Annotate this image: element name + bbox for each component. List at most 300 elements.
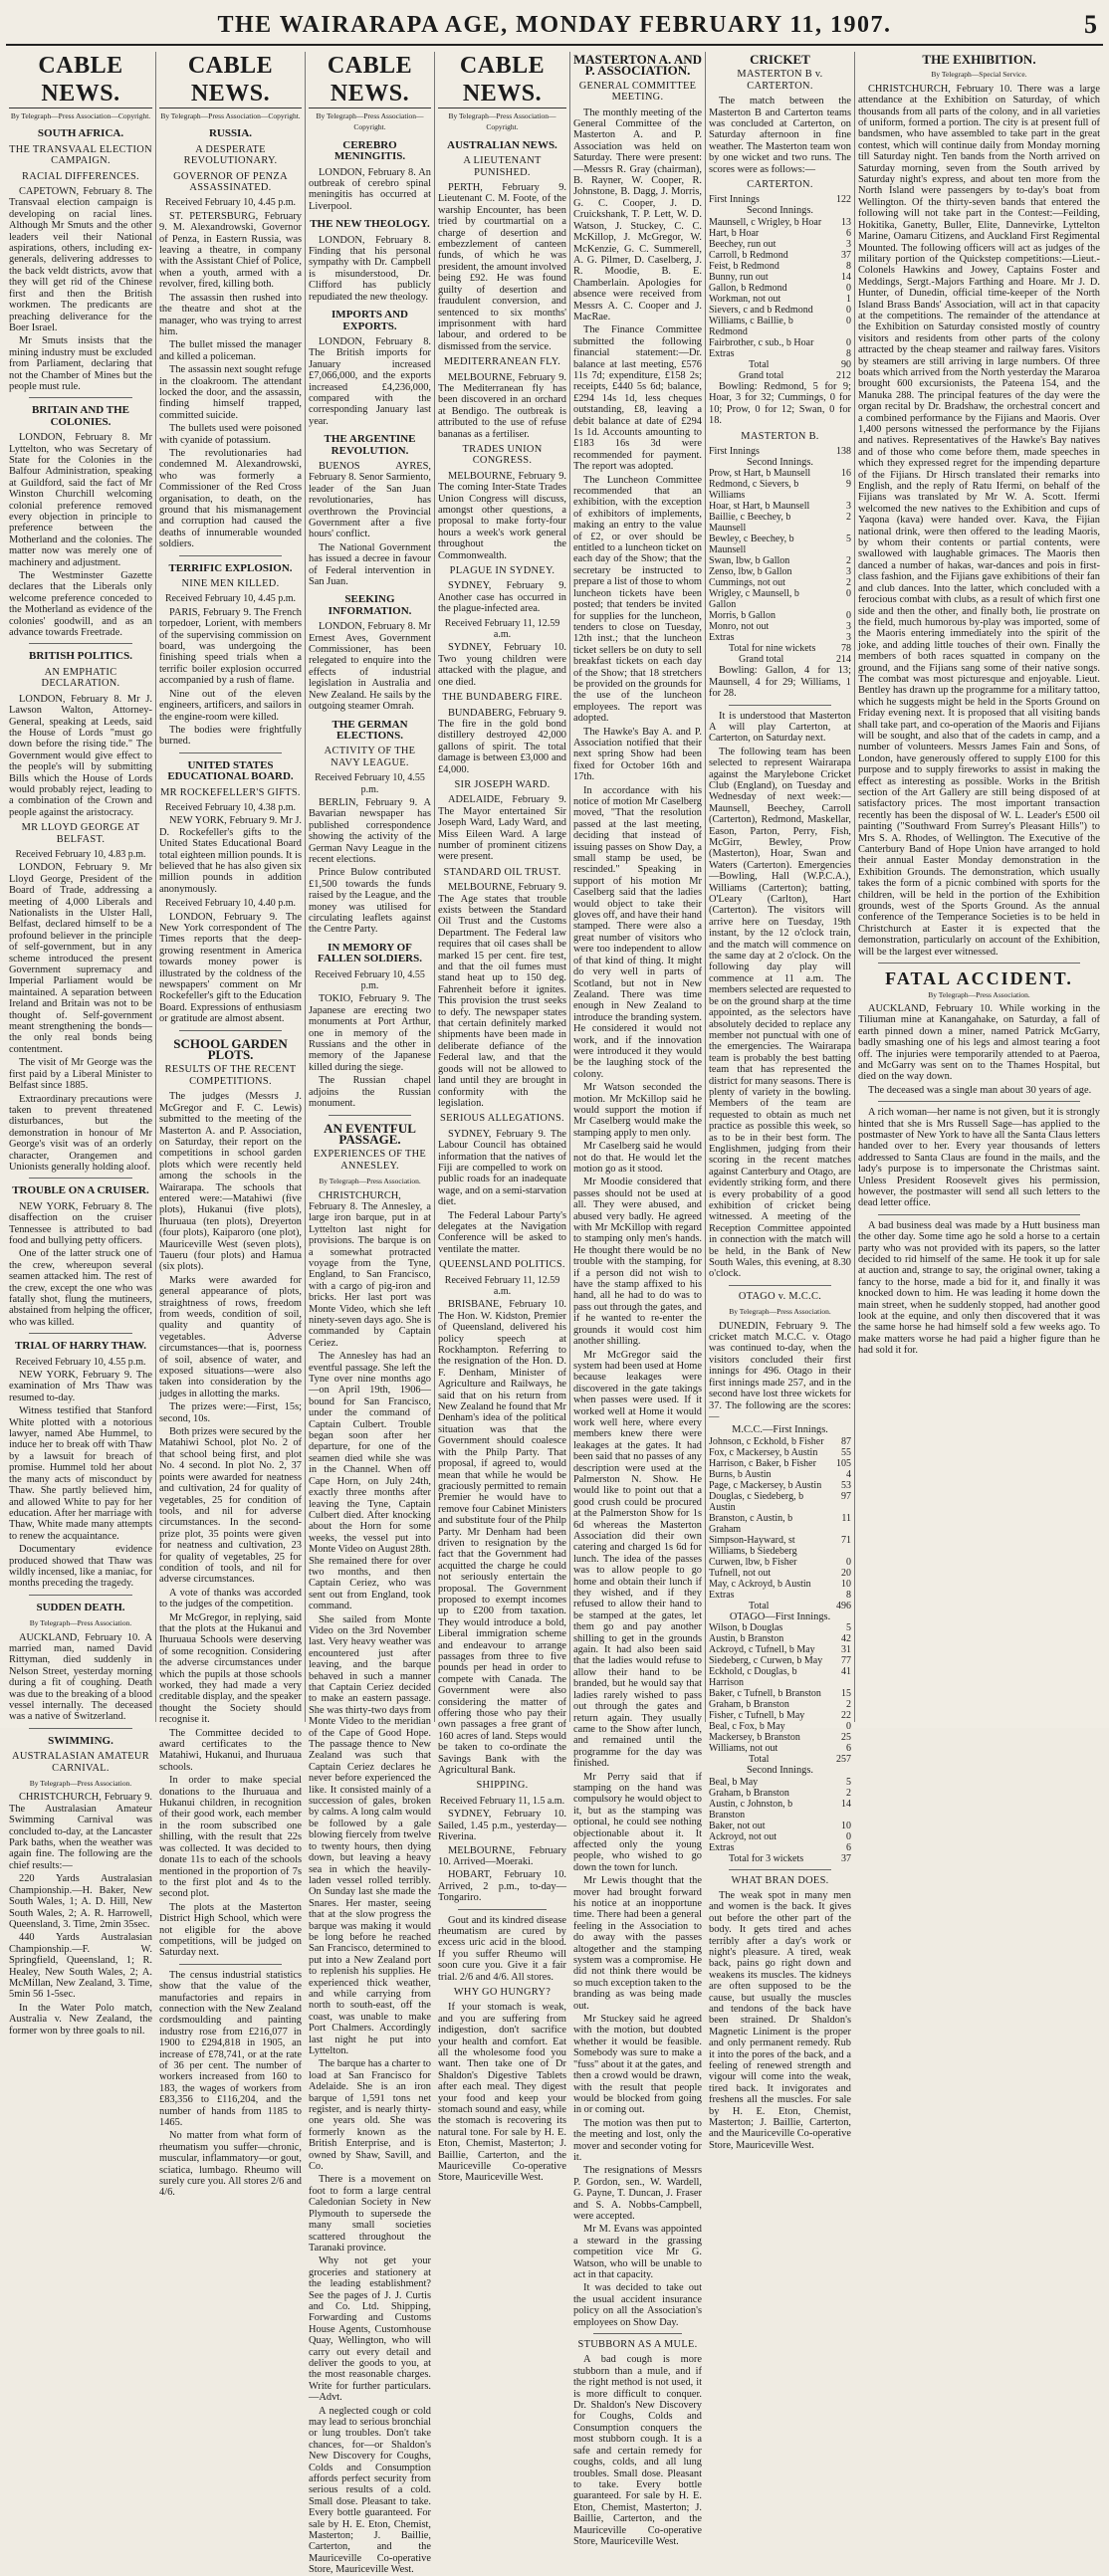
batsman: Wrigley, c Maunsell, b Gallon [709,588,799,611]
scorecard-row [709,632,851,643]
runs: 0 [846,610,851,622]
paragraph: In accordance with his notice of motion Mr Caselberg moved, "That the resolution passed at the last meeting, deciding that instead of issuing passes on Show Day, a small stamp be used, be rescinded." Speaking in support of his motion Mr Caselberg said that the ladies would object to take their gloves off, and have their hand stamped. There were also a great number of visitors who were too independent to allow of that kind of thing. It might do very well in parts of Scotland, but not in New Zealand. There was time enough in New Zealand to introduce the branding system. He considered it would not work, and if the innovation were introduced it they would be the laughing stock of the colony. [573,784,702,1080]
runs: 20 [841,1567,851,1579]
runs: 5 [846,1622,851,1634]
batsman: Austin, c Johnston, b Branston [709,1798,793,1821]
paragraph: Nine out of the eleven engineers, artificers, and sailors in the engine-room were killed. [159,688,302,723]
runs: 25 [841,1732,851,1744]
scorecard-row [709,1436,851,1447]
paragraph: Mr Smuts insists that the mining industry must be excluded from Parliament, declaring that not the Chamber of Mines but the people must rule. [9,335,152,392]
scorecard-row [709,1688,851,1699]
paragraph: The Federal Labour Party's delegates at the Navigation Conference will be asked to ventilate the matter. [438,1209,566,1255]
divider [593,2333,682,2334]
paragraph: Mr Stuckey said he agreed with the motion, but doubted whether it would be feasible. Somebody was sure to make a "fuss" about it at the gates, and then a crowd would be drawn, with the result that people would be blocked from going in or coming out. [573,2014,702,2116]
received-line: Received February 11, 1.5 a.m. [439,1795,565,1807]
paragraph: SYDNEY, February 10. Two young children were attacked with the plague, and one died. [438,642,566,688]
batsman: Simpson-Hayward, st Williams, b Siedeberg [709,1534,797,1557]
advertisement-title: STUBBORN AS A MULE. [577,2339,698,2351]
batsman: Ackroyd, c Tufnell, b May [709,1644,815,1656]
paragraph: LONDON, February 8. Mr Lyttelton, who was Secretary of State for the Colonies in the Balfour Administration, speaking at Guildford, said the fact of Mr Winston Churchill welcoming colonial preference removed every objection in principle to preference between the Motherland and the colonies. The matter now was merely one of machinery and adjustment. [9,432,152,568]
article-subtitle: AUSTRALASIAN AMATEUR CARNIVAL. [12,1751,149,1774]
scorecard-row [709,1469,851,1480]
column-4 [434,52,569,2184]
paragraph: The Hawke's Bay A. and P. Association notified that their next spring Show had been fixed for October 16th and 17th. [573,726,702,783]
divider [29,1728,132,1729]
article-subtitle: EXPERIENCES OF THE ANNESLEY. [313,1149,427,1172]
column-2 [155,52,305,2199]
paragraph: ST. PETERSBURG, February 9. M. Alexandrowski, Governor of Penza, in Eastern Russia, was leaving a theatre, in company with the Assistant Chief of Police, when a youth, armed with a revolver, fired, killing both. [159,210,302,291]
article-subtitle: SHIPPING. [476,1780,529,1792]
scorecard-row [709,588,851,610]
paragraph: Both prizes were secured by the Matahiwi School, plot No. 2 of that school being first, and plot No. 4 second. In plot No. 2, 37 points were awarded for neatness and cultivation, 24 for quality of vegetables, 25 for condition of tools, and nil for adverse circumstances. In the second-prize plot, 35 points were given for neatness and cultivation, 23 for quality of vegetables, 25 for condition of tools, and nil for adverse circumstances. [159,1426,303,1586]
article-subtitle: RESULTS OF THE RECENT COMPETITIONS. [164,1064,297,1087]
scorecard-masterton [709,446,851,457]
paragraph: Mr McGregor, in replying, said that the plots at the Hukanui and Ihuruaua Schools were deserving of some recognition. Considering the adverse circumstances under which the pupils at those schools worked, they had made a very creditable display, and the speaker thought the Society should recognise it. [159,1611,302,1726]
byline: By Telegraph—Press Association. [319,1177,421,1186]
runs: 8 [846,347,851,359]
innings-label: First Innings [709,445,760,457]
batsman: Prow, st Hart, b Maunsell [709,468,811,480]
scorecard-row [709,261,851,272]
article-title: IMPORTS AND EXPORTS. [332,309,408,332]
article-seeking-information [309,594,431,712]
runs: 1 [846,293,851,305]
bowling-summary: Bowling: Gallon, 4 for 13; Maunsell, 4 for 29; Williams, 1 for 28. [709,665,851,700]
paragraph: Mr Watson seconded the motion. Mr McKillop said he would support the motion if Mr Caselberg would make the stamping apply to men only. [573,1082,702,1139]
page-number: 5 [1084,10,1097,39]
scorecard-totals [709,643,851,665]
scorecard-totals [709,1601,851,1611]
paragraph: Mr M. Evans was appointed a steward in the grassing competition vice Mr G. Watson, who will be unable to act in that capacity. [573,2224,702,2280]
paragraph: The match between the Masterton B and Carterton teams was concluded at Carterton, on Saturday afternoon in fine weather. The Masterton team won by one wicket and two runs. The scores were as follows:— [709,96,851,175]
divider [29,643,132,644]
runs: 53 [841,1479,851,1491]
scorecard-totals [709,359,851,381]
paragraph: LONDON, February 9. Mr Lloyd George, President of the Board of Trade, addressing a meeting of 4,000 Liberals and Nationalists in the Ulster Hall, Belfast, declared himself to be a profound believer in the principle of self-government, but in any scheme introduced the present Government supremacy and Imperial Parliament would be maintained. A separation between Ireland and Britain was not to be thought of. Self-government meant strengthening the bonds—the only real bonds being contentment. [9,862,152,1055]
article-russia [159,128,302,549]
scorecard-row [709,1699,851,1710]
paragraph: The monthly meeting of the General Committee of the Masterton A. and P. Association was held on Saturday. There were present:—Messrs R. Gray (chairman), B. Rayner, W. Cooper, R. Johnstone, B. Dagg, J. Morris, G. C. Cooper, J. D. Cruickshank, T. P. Lett, W. D. Watson, J. Stuckey, C. C. McKillop, J. McGregor, W. McKenzie, G. C. Summerell, A. G. Pilmer, D. Caselberg, J. R. Moodie, B. E. Chamberlain. Apologies for absence were received from Messrs A. C. Cooper and J. MacRae. [573,107,702,322]
paragraph: It was decided to take out the usual accident insurance policy on all the Association's employees on Show Day. [573,2282,702,2328]
paragraph: The Finance Committee submitted the following financial statement:—Dr. balance at last meeting, £576 11s 7d; expenditure, £158 2s; receipts, £440 5s 6d; balance, £294 14s 1d, less cheques outstanding, £8, leaving a debit balance at date of £294 1s 1d. Accounts amounting to £183 16s 3d were recommended for payment. The report was adopted. [573,324,702,473]
article-title: AN EVENTFUL PASSAGE. [324,1120,416,1147]
paragraph: LONDON, February 8. Mr Ernest Aves, Government Commissioner, has been relegated to enquire into the effects of industrial legislation in Australia and New Zealand. He sails by the outgoing steamer Omrah. [309,621,431,713]
paragraph: She sailed from Monte Video on the 3rd November last. Very heavy weather was encountered just after leaving, and the barque behaved in such a manner that Captain Ceriez decided to make an eastern passage. She was thirty-two days from Monte Video to the meridian of the Cape of Good Hope. The passage thence to New Zealand was such that Captain Ceriez declares he never before experienced the like. It consisted mainly of a succession of gales, broken by calms. A long calm would be followed by a gale blowing fiercely from twelve to twenty hours, then dying down, but leaving a heavy sea in which the heavily-laden vessel rolled terribly. On Sunday last she made the Snares. Her master, seeing that at the slow progress the barque was making it would be long before he reached San Francisco, determined to put into a New Zealand port to replenish his supplies. He experienced thick weather, and while carrying from north to south-east, off the coast, was unable to make Port Chalmers. Accordingly last night he put into Lyttelton. [309,1613,431,2056]
batsman: Fisher, c Tufnell, b May [709,1710,805,1722]
paragraph: SYDNEY, February 10. Sailed, 1.45 p.m., yesterday—Riverina. [438,1809,566,1843]
batsman: Bunny, run out [709,271,769,283]
byline: By Telegraph—Press Association. [928,989,1030,999]
article-subtitle: A LIEUTENANT PUNISHED. [463,155,542,178]
scorecard-row [709,1513,851,1535]
column-heading: CABLE NEWS. [9,52,152,108]
paragraph: 220 Yards Australasian Championship.—H. Baker, New South Wales, 1; A. D. Hill, New South Wales, 2; A. R. Harrowell, Queensland, 3. Time, 2min 35sec. [9,1873,152,1930]
scorecard-row [709,1579,851,1590]
article-subtitle: A DESPERATE REVOLUTIONARY. [183,143,278,167]
divider [729,1285,831,1286]
paragraph: MELBOURNE, February 9. The Age states that trouble exists between the Standard Oil Trust and the Customs Department. The Federal law requires that oil cases shall be marked 15 per cent. fire test, and that the oil fumes must stand heat up to 150 deg. Fahrenheit before it ignites. This provision the trust seeks to defy. The newspaper states that certain definitely marked shipments have been made in deliberate defiance of the Federal law, and that the goods will not be allowed to land until they are brought in conformity with the legislation. [438,882,566,1109]
article-title: THE NEW THEOLOGY. [310,218,430,231]
batsman: Gallon, b Redmond [709,282,787,294]
runs: 2 [846,1787,851,1799]
paragraph: LONDON, February 8. The British imports for January increased £7,066,000, and the exports increased £4,236,000, compared with the corresponding January last year. [309,335,431,427]
article-title: TROUBLE ON A CRUISER. [12,1184,149,1197]
batsman: Harrison, c Baker, b Fisher [709,1457,816,1469]
paragraph: CHRISTCHURCH, February 10. There was a large attendance at the Exhibition on Saturday, of which thousands from all parts of the colony, and in all varieties of uniform, formed a portion. The city is at present full of bandsmen, who have assembled to take part in the great contest, which will continue daily from Monday morning till Saturday night. Ten bands from the North arrived on Saturday morning, seven from the South arrived by Saturday night's express, and about ten more from the North Island were passengers by to-day's boat from Wellington. Of the thirty-seven bands that entered the following will not take part in the Contest:—Feilding, Hokitika, Ganetty, Buller, Elite, Dannevirke, Lyttelton Marine, Oamaru Citizens, and Auckland First Regimental Mounted. The following officers will act as judges of the military portion of the Quickstep competitions:—Lieut.-Colonels Hawkins and Jowey, Captains Foster and Meddings, Sergt.-Majors Farthing and Hoare. Mr J. D. Hunter, of Dunedin, official time-keeper of the North Island Brass Bands' Association, will act in that capacity at the competitions. The remainder of the attendance at the Exhibition on Saturday consisted mostly of country visitors and residents from other parts of the colony attracted by the cheap steamer and railway fares. Visitors by steamers are still arriving in large numbers. Of three boats which arrived from the North yesterday the Mararoa brought 600 excursionists, the Pateena 154, and the Manuka 288. The principal features of the day were the organ recital by Dr. Bradshaw, the orchestral concert and a combined performance by the Fijians and Maoris. Over 1,400 persons witnessed the performance by the Fijians and natives. Representatives of the Hawke's Bay natives and of those who come before them, made speeches in which they expressed regret for the impending departure of the Fijians. Dr Hirsch translated their remarks into English, and the reply of Ratu Ifermi, on behalf of the Fijians was translated by Mr W. A. Scott. Ifermi welcomed the new natives to the Exhibition and cups of Yaqona (kava) were handed over. Kava, the Fijian national drink, were then offered to the leading Maoris, by whom their contents or partial contents, were swallowed with laughable grimaces. The Maoris then danced a number of hakas, war-dances and pois in first-class fashion, and the Fijians gave exhibitions of their fan and club dances. Into the latter, which concluded with a ferocious combat with clubs, as a result of which first one side and then the other, and finally both, lie prostrate on the field, much humorous by-play was imported, some of the Maoris entering immediately into the spirit of the joke, and adding little touches of their own. Finally the members of both races squatted in company on the ground, and the Fijians sang some of their native songs. The combat was most picturesque and enjoyable. Lieut. Bentley has drawn up the programme for a military tattoo, which he suggests might be held in the Sports Ground on Friday evening next. It is proposed that all visiting bands shall take part, and co-operation of the Maoris and Fijians will be sought, and also that of the cadets in camp, and a number of volunteers. Messrs James Fain and Sons, of London, have generously offered to supply £100 for this purpose and to supply fireworks to assist in making the effect as interesting as possible. Works in the British section of the Art Gallery are still being disposed of at satisfactory prices. The most important transaction recently has been the disposal of W. L. Leader's £500 oil painting ("Southward From Surrey's Pleasant Hills") to Mrs S. A. Rhodes, of Wellington. The Executive of the Canterbury Band of Hope Union have arranged to hold their annual Easter Monday demonstration in the Exhibition Grounds. The demonstration, which usually takes the form of a picnic combined with sports for the children, will be held in the portion of the Exhibition grounds, west of the Sports Ground. As the annual conference of the Temperance Societies is to be held in Christchurch at Easter it is expected that the demonstration, particularly on account of the Exhibition, will be the largest ever witnessed. [858,83,1100,958]
article-subtitle: THE BUNDABERG FIRE. [442,692,562,704]
paragraph: A neglected cough or cold may lead to serious bronchial or lung troubles. Don't take chances, for—or Shaldon's New Discovery for Coughs, Colds and Consumption affords perfect security from serious results of a cold. Small dose. Pleasant to take. Every bottle guaranteed. For sale by H. E. Eton, Chemist, Masterton; J. Baillie, Carterton, and the Mauriceville Co-operative Store, Mauriceville West. [309,2405,431,2576]
total-label: Total for nine wickets [729,643,816,655]
paragraph: It is understood that Masterton A will play Carterton, at Carterton, on Saturday next. [709,710,851,745]
divider [878,1101,1080,1102]
received-line: Received February 10, 4.38 p.m. [164,801,297,813]
runs: 0 [846,1830,851,1842]
runs: 0 [846,315,851,326]
article-meningitis [309,140,431,212]
article-title: THE ARGENTINE REVOLUTION. [324,433,416,457]
batsman: Branston, c Austin, b Graham [709,1512,793,1535]
paragraph: The Annesley has had an eventful passage. She left the Tyne over nine months ago—on April 19th, 1906—bound for San Francisco, under the command of Captain Culbert. Trouble began soon after her departure, for one of the seamen died while she was in the Channel. When off Cape Horn, on July 24th, exactly three months after leaving the Tyne, Captain Culbert died. After knocking about the Horn for some weeks, the vessel put into Monte Video on August 28th. She remained there for over two months, and then Captain Ceriez, who was sent out from England, took command. [309,1351,432,1612]
article-german-elections [309,720,431,936]
runs: 77 [841,1655,851,1667]
batsman: Siedeberg, c Curwen, b May [709,1655,823,1667]
paragraph: SYDNEY, February 9. The Labour Council has obtained information that the natives of Fiji are compelled to work on public roads for an inadequate wage, and on a semi-starvation diet. [438,1128,566,1208]
masthead [0,0,1109,46]
batsman: Hart, b Hoar [709,227,760,239]
byline: By Telegraph—Press Association. [729,1307,831,1317]
paragraph: LONDON, February 9. The New York correspondent of The Times reports that the deep-growing resentment in America towards money power is illustrated by the coldness of the newspapers' comment on Mr Rockefeller's gift to the Education Board. Expressions of enthusiasm or gratitude are almost absent. [159,911,302,1025]
article-title: IN MEMORY OF FALLEN SOLDIERS. [318,941,422,966]
batsman: Redmond, c Sievers, b Williams [709,479,799,502]
article-subtitle: THE TRANSVAAL ELECTION CAMPAIGN. [9,143,152,167]
batsman: Mackersey, b Branston [709,1732,800,1744]
article-subtitle: GOVERNOR OF PENZA ASSASSINATED. [173,170,288,194]
scorecard-row [709,283,851,294]
scorecard-row [709,1480,851,1491]
scorecard-row [709,1743,851,1754]
scorecard-totals [709,1853,851,1864]
paragraph: The deceased was a single man about 30 years of age. [868,1084,1092,1096]
paragraph: CHRISTCHURCH, February 8. The Annesley, a large iron barque, put in at Lyttelton last night for provisions. The barque is on a somewhat protracted voyage from the Tyne, England, to San Francisco, with a cargo of pig-iron and bricks. Her last port was Monte Video, which she left ninety-seven days ago. She is commanded by Captain Ceriez. [309,1189,431,1349]
runs: 31 [841,1644,851,1656]
received-line: Received February 10, 4.45 p.m. [164,197,297,209]
batsman: Zenso, lbw, b Gallon [709,566,792,578]
paragraph: The barque has a charter to load at San Francisco for Adelaide. She is an iron barque of 1,591 tons net register, and is nearly thirty-one years old. She was formerly known as the British Enterprise, and is owned by Shaw, Savill, and Co. [309,2058,431,2173]
column-heading: THE EXHIBITION. [922,52,1036,67]
scorecard-totals [709,1754,851,1765]
batsman: Page, c Mackersey, b Austin [709,1479,822,1491]
batsman: Extras [709,347,735,359]
runs: 3 [846,238,851,250]
article-title: BRITISH POLITICS. [29,650,132,663]
paragraph: Mr Moodie considered that passes should not be used at all. They were abused, and abused very badly. He agreed with Mr McKillop with regard to stamping only men's hands. He thought there would be no trouble with the stamping, for if a person did not wish to have the stamp affixed to his hand, all he had to do was to pass out through the gates, and if he wanted to re-enter the grounds it would cost him another shilling. [573,1177,702,1348]
paragraph: There is a movement on foot to form a large central Caledonian Society in New Plymouth to supersede the many small societies scattered throughout the Taranaki province. [309,2174,431,2254]
byline: By Telegraph—Press Association—Copyright. [10,111,151,120]
runs: 5 [846,1776,851,1788]
article-argentine [309,434,431,587]
paragraph: Marks were awarded for general appearance of plots, straightness of rows, freedom from weeds, condition of soil, quality and quantity of vegetables. Adverse circumstances—that is, poorness of soil, absence of water, and exposed situations—were also taken into consideration by the judges in allotting the marks. [159,1274,302,1399]
batsman: Workman, not out [709,293,781,305]
paragraph: The Westminster Gazette declares that the Liberals only welcome preference conceded to the Motherland as evidence of the colonies' goodwill, and as an advance towards Freetrade. [9,570,152,639]
team-heading: CARTERTON. [747,179,813,191]
advertisement-title: WHAT BRAN DOES. [731,1874,829,1886]
article-cruiser [9,1185,152,1328]
divider [179,1964,282,1965]
column-5 [569,52,705,2547]
article-britain-colonies [9,405,152,638]
runs: 6 [846,1841,851,1853]
paragraph: The resignations of Messrs P. Gordon, sen., W. Wardell, G. Payne, T. Duncan, J. Fraser and S. A. Nobbs-Campbell, were accepted. [573,2165,702,2222]
scorecard-row [709,1644,851,1655]
article-title: CEREBRO MENINGITIS. [333,138,406,163]
grand-total-value: 214 [836,654,851,666]
article-census [159,1970,302,2199]
paragraph: No matter from what form of rheumatism you suffer—chronic, muscular, inflammatory—or gout, sciatica, lumbago. Rheumo will surely cure you. All stores 2/6 and 4/6. [159,2130,302,2199]
scorecard-row [709,1721,851,1732]
divider [329,1115,411,1116]
runs: 2 [846,555,851,567]
divider [878,1214,1080,1215]
runs: 3 [846,621,851,633]
total-value: 78 [841,643,851,655]
innings-heading: Second Innings. [747,456,813,468]
article-subtitle: ACTIVITY OF THE NAVY LEAGUE. [324,746,416,768]
received-line: Received February 10, 4.45 p.m. [164,593,297,605]
divider [458,1909,547,1910]
paragraph: The National Government has issued a decree in favour of Federal intervention in San Juan. [309,541,431,588]
batsman: Baker, c Tufnell, b Branston [709,1688,821,1700]
scorecard-row [709,228,851,239]
batsman: May, c Ackroyd, b Austin [709,1578,811,1590]
divider [179,555,282,556]
batsman: Bewley, c Beechey, b Maunsell [709,534,794,556]
paragraph: PERTH, February 9. Lieutenant C. M. Foote, of the warship Encounter, has been tried by courtmartial on a charge of desertion and embezzlement of canteen funds, of which he was president, the amount involved being £92. He was found guilty of desertion and fraudulent conversion, and sentenced to six months' imprisonment with hard labour, and ordered to be dismissed from the service. [438,182,566,352]
article-british-politics [9,651,152,1173]
paragraph: The revolutionaries had condemned M. Alexandrowski, who was formerly a Commissioner of the Red Cross organisation, to death, on the ground that his mismanagement and corruption had caused the deaths of innumerable wounded soldiers. [159,447,302,550]
received-line: Received February 10, 4.40 p.m. [164,898,297,910]
article-eventful-passage [309,1120,432,2576]
article-subtitle: GENERAL COMMITTEE MEETING. [578,80,697,104]
innings-heading: M.C.C.—First Innings. [732,1424,828,1436]
batsman: Fairbrother, c sub., b Hoar [709,336,814,348]
total-value: 496 [836,1600,851,1611]
paragraph: Mr Caselberg said he would not do that. He would let the motion go as it stood. [573,1141,702,1175]
paragraph: A rich woman—her name is not given, but it is strongly hinted that she is Mrs Russell Sage—has applied to the postmaster of New York to have all the Santa Claus letters handed over to her. Every year thousands of letters addressed to Santa Claus are found in the mails, and the lady's purpose is to impersonate the Christmas saint. Unless President Roosevelt gives his permission, however, the postmaster will send all such letters to the dead letter office. [858,1107,1100,1209]
paragraph: The plots at the Masterton District High School, which were not eligible for the above competitions, will be judged on Saturday next. [159,1901,302,1959]
received-line: Received February 11, 12.59 a.m. [444,617,560,641]
paragraph: 440 Yards Australasian Championship.—F. W. Springfield, Queensland, 1; R. Healey, New South Wales, 2; A. McMillan, New Zealand, 3. Time, 5min 56 1-5sec. [9,1932,152,2001]
total-label: Total [749,1754,770,1766]
article-subtitle: PLAGUE IN SYDNEY. [449,565,555,577]
runs: 0 [846,588,851,600]
batsman: Ackroyd, not out [709,1830,777,1842]
scorecard-table [709,217,851,359]
batsman: Williams, c Baillie, b Redmond [709,315,793,337]
paragraph: The following team has been selected to represent Wairarapa against the Marylebone Cricket Club (England), on Tuesday and Wednesday of next week:—Maunsell, Beechey, Carroll (Carterton), Redmond, Maskellar, Eason, Parton, Perry, Fish, McGirr, Bewley, Prow (Masterton), Hoar, Swan and Waters (Carterton). Emergencies—Bowling, Hall (W.P.C.A.), Williams (Carterton); batting, O'Leary (Carlton), Hart (Carterton). The visitors will arrive here on Tuesday, 19th instant, by the 12 o'clock train, and the match will commence on the same day at 2 o'clock. On the following day play will commence at 11 a.m. The members selected are requested to be on the ground sharp at the time appointed, as the selectors have absolutely decided to replace any member not punctual with one of the emergencies. The Wairarapa team is probably the best batting team that has represented the district for many seasons. There is plenty of variety in the bowling. Members of the team are requested to obtain as much net practice as possible this week, so as to be in their best form. The Englishmen, judging from their scoring in the recent matches against Canterbury and Otago, are evidently striking form, and there is every probability of a good exhibition of cricket being witnessed. A meeting of the Reception Committee appointed in connection with the match will be held, in the Bank of New South Wales, this evening, at 8.30 o'clock. [709,746,851,1280]
grand-total-value: 212 [836,369,851,381]
batsman: Beal, c Fox, b May [709,1721,785,1733]
batsman: Extras [709,1841,735,1853]
byline: By Telegraph—Press Association—Copyright. [316,111,424,132]
scorecard-row [709,217,851,228]
received-line: Received February 11, 12.59 a.m. [444,1274,560,1297]
scorecard-row [709,512,851,534]
advertisement: Gout and its kindred disease rheumatism are cured by excess uric acid in the blood. If you suffer Rheumo will soon cure you. Give it a fair trial. 2/6 and 4/6. All stores. [438,1914,566,1983]
runs: 11 [841,1512,851,1524]
divider [179,752,282,753]
advertisement-title: WHY GO HUNGRY? [453,1986,552,1998]
column-7 [854,52,1103,1722]
innings-heading: Second Innings. [747,1765,813,1777]
paragraph: ADELAIDE, February 9. The Mayor entertained Sir Joseph Ward, Lady Ward, and Miss Eileen Ward. A large number of prominent citizens were present. [438,794,566,863]
paragraph: Prince Bulow contributed £1,500 towards the funds raised by the League, and the money was utilised for circulating leaflets against the Centre Party. [309,867,431,936]
paragraph: The Committee decided to award certificates to the Matahiwi, Hukanui, and Ihuruaua schools. [159,1727,302,1773]
runs: 14 [841,271,851,283]
total-value: 37 [841,1852,851,1864]
scorecard-table [709,1622,851,1754]
runs: 9 [846,479,851,491]
article-title: SWIMMING. [48,1734,113,1747]
batsman: Eckhold, c Douglas, b Harrison [709,1666,797,1689]
scorecard-row [709,305,851,316]
runs: 16 [841,468,851,480]
paragraph: Mr Lewis thought that the mover had brought forward his notice at an inopportune time. There had been a general feeling in the Association to do away with the passes altogether and the stamping system was a compromise. He did not think there would be so much exception taken to the branding as was being made out. [573,1875,702,2012]
runs: 2 [846,1699,851,1711]
runs: 0 [846,1721,851,1733]
scorecard-row [709,479,851,501]
paragraph: The Russian chapel adjoins the Russian monument. [309,1075,431,1110]
batsman: Carroll, b Redmond [709,249,788,261]
article-school-garden-plots [159,1035,303,1959]
article-sudden-death [9,1603,152,1723]
paragraph: TOKIO, February 9. The Japanese are erecting two monuments at Port Arthur, one in memory of the Russians and the other in memory of the Japanese killed during the siege. [309,993,431,1073]
paragraph: MELBOURNE, February 9. The coming Inter-State Trades Union Congress will discuss, amongst other questions, a proposal to make forty-four hours a week's work general throughout the Commonwealth. [438,470,566,561]
article-subtitle: OTAGO v. M.C.C. [738,1290,822,1302]
scorecard-row [709,1568,851,1579]
batsman: Feist, b Redmond [709,260,779,272]
scorecard-row [709,577,851,588]
scorecard-row [709,1458,851,1469]
article-title: SCHOOL GARDEN PLOTS. [173,1035,288,1063]
paragraph: Mr McGregor said the system had been used at Home because leakages were discovered in the gate takings when passes were used. If it worked well at Home it would work well here, where every members knew there were leakages at the gates. It had been said that no passes of any description were used at the Palmerston N. Show. He would like to point out that a good crush could be procured at the Palmerston Show for 1s 6d whereas the Masterton Association did their own catering and charged 1s 6d for lunch. The idea of the passes was to allow people to go home and obtain their lunch if they wished, and if they refused to allow their hand to be stamped at the gates, let them go and pay another shilling to get in the grounds again. It had also been said that the ladies would refuse to allow their hand to be branded, but he would say that ladies rarely wished to pass out through the gates and return again. They usually came to the Show after lunch, and remained until the programme for the day was finished. [573,1349,702,1770]
article-title: AUSTRALIAN NEWS. [447,138,557,151]
paragraph: LONDON, February 8. An outbreak of cerebro spinal meningitis has occurred at Liverpool. [309,166,431,212]
article-subtitle: TRADES UNION CONGRESS. [462,443,543,467]
byline: By Telegraph—Press Association. [29,1618,132,1628]
scorecard-row [709,621,851,632]
runs: 8 [846,1589,851,1601]
column-heading: CRICKET [750,52,810,67]
paragraph: In order to make special donations to the Ihuruaua and Hukanui children, in recognition of their good work, each member in the room subscribed one shilling, with the result that 22s was collected. It was decided to donate 11s to each of the schools mentioned in the proportion of 7s to the first plot and 4s to the second plot. [159,1775,302,1900]
scorecard-row [709,1491,851,1513]
paragraph: A vote of thanks was accorded to the judges of the competition. [159,1587,302,1610]
batsman: Tufnell, not out [709,1567,772,1579]
batsman: Johnson, c Eckhold, b Fisher [709,1435,824,1447]
column-3 [305,52,434,2576]
scorecard-table [709,1777,851,1853]
runs: 0 [846,304,851,316]
advertisement: A bad cough is more stubborn than a mule, and if the right method is not used, it is more difficult to conquer. Dr. Shaldon's New Discovery for Coughs, Colds and Consumption conquers the most stubborn cough. It is a safe and certain remedy for coughs, colds, and all lung troubles. Small dose. Pleasant to take. Every bottle guaranteed. For sale by H. E. Eton, Chemist, Masterton; J. Baillie, Carterton, and the Mauriceville Co-operative Store, Mauriceville West. [573,2354,702,2547]
scorecard-carterton [709,194,851,205]
total-label: Total for 3 wickets [729,1852,804,1864]
batsman: Morris, b Gallon [709,610,776,622]
runs: 2 [846,577,851,589]
paragraph: One of the latter struck one of the crew, whereupon several seamen attacked him. The rest of the crew, except the one who was fatally shot, flung the mutineers, abstained from helping the officer, who was killed. [9,1248,152,1328]
article-subtitle: SIR JOSEPH WARD. [454,778,551,790]
total-label: Total [749,358,770,370]
innings-heading: Second Innings. [747,205,813,217]
column-heading: MASTERTON A. AND P. ASSOCIATION. [573,52,702,79]
article-fallen-soldiers [309,943,431,1110]
paragraph: NEW YORK, February 9. Mr J. D. Rockefeller's gifts to the United States Educational Board total eighteen million pounds. It is believed that he has also given six million pounds in addition anonymously. [159,815,302,895]
article-title: BRITAIN AND THE COLONIES. [31,404,129,428]
scorecard-row [709,1842,851,1853]
batsman: Burns, b Austin [709,1468,772,1480]
paragraph: NEW YORK, February 8. The disaffection on the cruiser Tennessee is attributed to bad food and bullying petty officers. [9,1200,152,1246]
paragraph: Extraordinary precautions were taken to prevent threatened disturbances, but the demonstration in honour of Mr George's visit was of an orderly character, Orangemen and Unionists generally holding aloof. [9,1093,152,1173]
scorecard-row [709,1831,851,1842]
runs: 87 [841,1435,851,1447]
runs: 0 [846,282,851,294]
runs: 3 [846,632,851,644]
runs: 22 [841,1710,851,1722]
paragraph: AUCKLAND, February 10. A married man, named David Rittyman, died suddenly in Nelson Street, yesterday morning during a fit of coughing. Death was due to the breaking of a blood vessel internally. The deceased was a native of Switzerland. [9,1631,152,1723]
article-imports-exports [309,310,431,427]
article-subtitle: STANDARD OIL TRUST. [443,866,561,878]
batsman: Monro, not out [709,621,770,633]
article-title: SOUTH AFRICA. [37,127,124,140]
article-subtitle: AN EMPHATIC DECLARATION. [41,666,120,690]
scorecard-table [709,468,851,643]
batsman: Douglas, c Siedeberg, b Austin [709,1490,804,1513]
article-south-africa [9,128,152,392]
article-subtitle: NINE MEN KILLED. [181,578,280,590]
scorecard-table [709,1436,851,1601]
paragraph: LONDON, February 8. Mr J. Lawson Walton, Attorney-General, speaking at Leeds, said the House of Lords "must go down before the rising tide." The Government would give effect to the people's will by submitting Bills which the House of Lords would probably reject, leading to a combination of the Crown and people against the aristocracy. [9,693,152,818]
batsman: Baillie, c Beechey, b Maunsell [709,512,791,535]
batsman: Wilson, b Douglas [709,1622,783,1634]
scorecard-row [709,1821,851,1831]
runs: 41 [841,1666,851,1678]
batsman: Maunsell, c Wrigley, b Hoar [709,216,822,228]
divider [729,705,831,706]
divider [29,1333,132,1334]
masthead-rule [6,44,1103,46]
article-new-theology [309,219,431,303]
divider [29,1595,132,1596]
article-title: TRIAL OF HARRY THAW. [14,1340,147,1353]
newspaper-title: THE WAIRARAPA AGE, MONDAY FEBRUARY 11, 1907. [217,12,892,38]
batsman: Baker, not out [709,1820,766,1831]
scorecard-row [709,239,851,250]
column-heading: CABLE NEWS. [309,52,431,108]
scorecard-row [709,555,851,566]
runs: 42 [841,1633,851,1645]
runs: 13 [841,216,851,228]
runs: 2 [846,512,851,524]
paragraph: The visit of Mr George was the first paid by a Liberal Minister to Belfast since 1885. [9,1057,152,1092]
innings-total: 138 [836,445,851,457]
column-1 [6,52,155,2037]
runs: 71 [841,1534,851,1546]
scorecard-row [709,1655,851,1666]
runs: 4 [846,1468,851,1480]
article-title: SEEKING INFORMATION. [328,593,412,617]
paragraph: Mr Perry said that if stamping on the hand was compulsory he would object to it, but as the stamping was optional, he could see nothing objectionable about it. It affected only the young people, who wished to go down the town for lunch. [573,1771,702,1873]
received-line: Received February 10, 4.55 p.m. [315,772,425,795]
batsman: Austin, b Branston [709,1633,784,1645]
scorecard-row [709,1666,851,1688]
